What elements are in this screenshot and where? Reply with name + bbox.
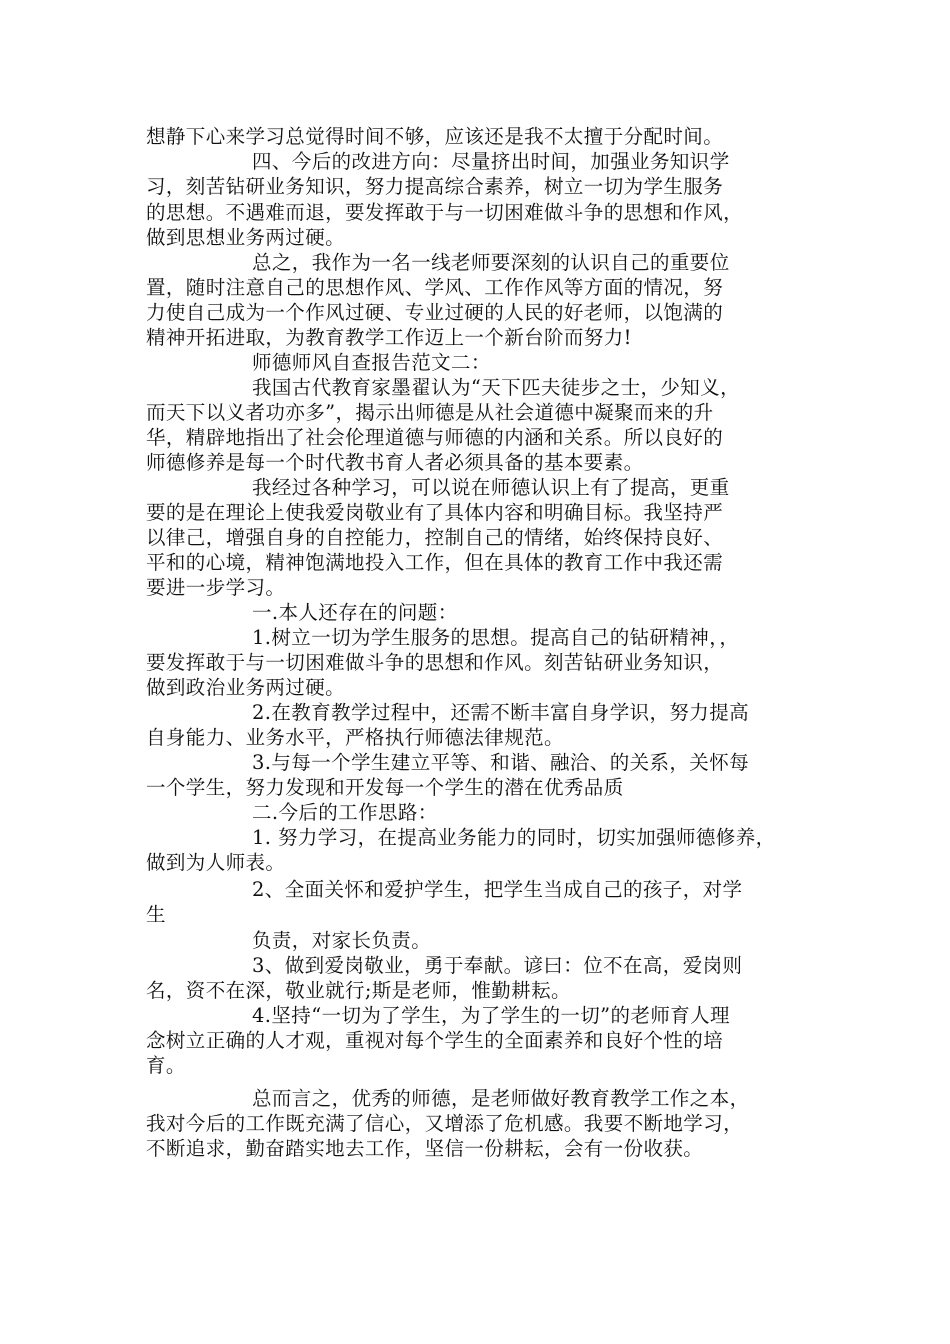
list-item: 3、做到爱岗敬业，勇于奉献。谚曰：位不在高，爱岗则: [252, 954, 743, 977]
list-item: 1.树立一切为学生服务的思想。提高自己的钻研精神，，: [252, 626, 740, 649]
list-item: 2、全面关怀和爱护学生，把学生当成自己的孩子，对学: [252, 878, 743, 901]
text-line: 置，随时注意自己的思想作风、学风、工作作风等方面的情况，努: [146, 276, 724, 299]
text-line: 想静下心来学习总觉得时间不够，应该还是我不太擅于分配时间。: [146, 125, 724, 148]
text-line: 华，精辟地指出了社会伦理道德与师德的内涵和关系。所以良好的: [146, 426, 724, 449]
text-line: 习，刻苦钻研业务知识，努力提高综合素养，树立一切为学生服务: [146, 175, 724, 198]
text-line: 不断追求，勤奋踏实地去工作，坚信一份耕耘，会有一份收获。: [146, 1137, 704, 1160]
text-line: 我经过各种学习，可以说在师德认识上有了提高，更重: [252, 476, 730, 499]
subsection-heading: 二.今后的工作思路：: [252, 801, 438, 824]
text-line: 念树立正确的人才观，重视对每个学生的全面素养和良好个性的培: [146, 1029, 724, 1052]
text-line: 做到思想业务两过硬。: [146, 226, 346, 249]
text-line: 做到政治业务两过硬。: [146, 676, 346, 699]
text-line: 我对今后的工作既充满了信心，又增添了危机感。我要不断地学习，: [146, 1112, 744, 1135]
text-line: 做到为人师表。: [146, 851, 286, 874]
text-line: 负责，对家长负责。: [252, 929, 432, 952]
text-line: 力使自己成为一个作风过硬、专业过硬的人民的好老师，以饱满的: [146, 301, 724, 324]
text-line: 总而言之，优秀的师德，是老师做好教育教学工作之本，: [252, 1087, 750, 1110]
text-line: 育。: [146, 1054, 186, 1077]
text-line: 以律己，增强自身的自控能力，控制自己的情绪，始终保持良好、: [146, 526, 724, 549]
list-item: 2.在教育教学过程中，还需不断丰富自身学识，努力提高: [252, 701, 750, 724]
text-line: 总之，我作为一名一线老师要深刻的认识自己的重要位: [252, 251, 730, 274]
text-line: 生: [146, 903, 166, 926]
text-line: 师德修养是每一个时代教书育人者必须具备的基本要素。: [146, 451, 644, 474]
list-item: 4.坚持“一切为了学生，为了学生的一切”的老师育人理: [252, 1004, 730, 1027]
text-line: 的思想。不遇难而退，要发挥敢于与一切困难做斗争的思想和作风，: [146, 201, 744, 224]
text-line: 名，资不在深，敬业就行;斯是老师，惟勤耕耘。: [146, 979, 571, 1002]
text-line: 一个学生，努力发现和开发每一个学生的潜在优秀品质: [146, 776, 624, 799]
text-line: 我国古代教育家墨翟认为“天下匹夫徒步之士，少知义，: [252, 376, 740, 399]
list-item: 3.与每一个学生建立平等、和谐、融洽、的关系，关怀每: [252, 751, 750, 774]
text-line: 要进一步学习。: [146, 576, 286, 599]
text-line: 四、今后的改进方向：尽量挤出时间，加强业务知识学: [252, 150, 730, 173]
text-line: 精神开拓进取，为教育教学工作迈上一个新台阶而努力!: [146, 326, 632, 349]
text-line: 而天下以义者功亦多”，揭示出师德是从社会道德中凝聚而来的升: [146, 401, 714, 424]
list-item: 1. 努力学习，在提高业务能力的同时，切实加强师德修养，: [252, 826, 776, 849]
subsection-heading: 一.本人还存在的问题：: [252, 601, 458, 624]
text-line: 平和的心境，精神饱满地投入工作，但在具体的教育工作中我还需: [146, 551, 724, 574]
section-heading: 师德师风自查报告范文二：: [252, 351, 491, 374]
text-line: 要发挥敢于与一切困难做斗争的思想和作风。刻苦钻研业务知识，: [146, 651, 724, 674]
text-line: 自身能力、业务水平，严格执行师德法律规范。: [146, 726, 564, 749]
text-line: 要的是在理论上使我爱岗敬业有了具体内容和明确目标。我坚持严: [146, 501, 724, 524]
